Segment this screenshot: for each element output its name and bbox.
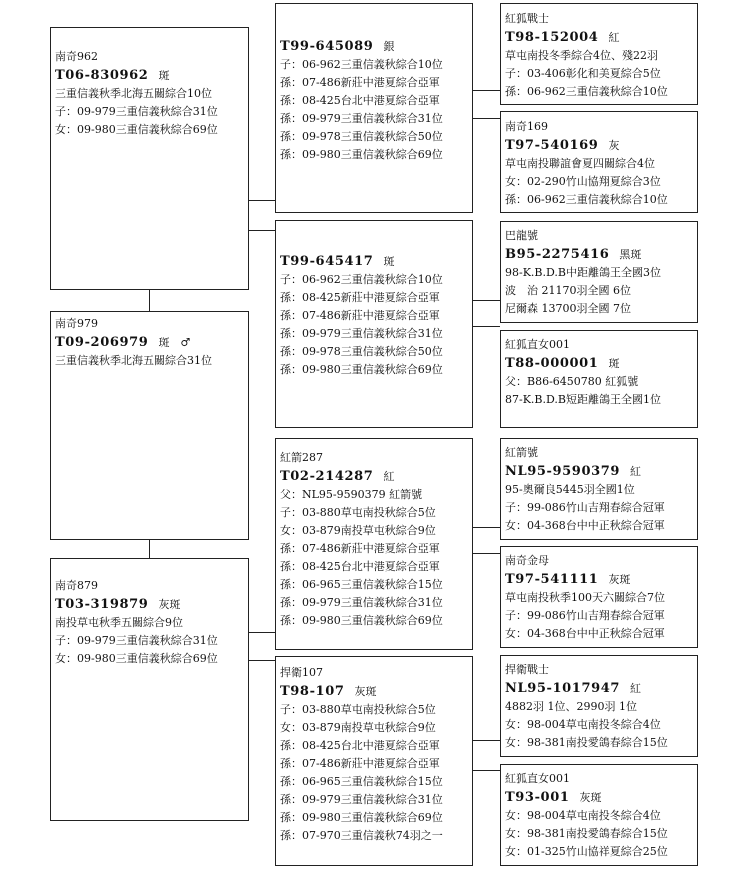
- record-row: 4882羽 1位、2990羽 1位: [505, 700, 637, 713]
- record-row: 南投草屯秋季五關綜合9位: [55, 616, 183, 629]
- connector-dd-h2: [472, 770, 500, 771]
- color-label: 紅: [608, 31, 620, 44]
- record-row: 孫：09-978三重信義秋綜合50位: [280, 130, 443, 143]
- connector-ds-h1: [472, 527, 500, 528]
- record-row: 女：09-980三重信義秋綜合69位: [55, 123, 218, 136]
- pedigree-box-subject: [50, 558, 249, 821]
- record-row: 女：04-368台中中正秋綜合冠軍: [505, 627, 665, 640]
- pigeon-name: 捍衛戰士: [505, 663, 549, 676]
- record-row: 女：01-325竹山協祥夏綜合25位: [505, 845, 668, 858]
- record-row: 95-奧爾良5445羽全國1位: [505, 483, 635, 496]
- record-row: 女：03-879南投草屯秋綜合9位: [280, 524, 436, 537]
- pedigree-box-sire-dam: [275, 220, 473, 428]
- pedigree-box-g2: [500, 111, 698, 213]
- ring-number: NL95-1017947 紅: [505, 681, 642, 696]
- record-row: 三重信義秋季北海五關綜合31位: [55, 354, 212, 367]
- connector-subject-h2: [248, 660, 275, 661]
- pigeon-name: 紅箭號: [505, 446, 538, 459]
- pigeon-name: 南奇金母: [505, 554, 549, 567]
- record-row: 子：09-979三重信義秋綜合31位: [55, 634, 218, 647]
- color-label: 灰斑: [579, 791, 602, 804]
- connector-sire-h: [248, 200, 275, 201]
- connector-subject-h: [248, 632, 275, 633]
- record-row: 子：99-086竹山吉翔春綜合冠軍: [505, 501, 665, 514]
- color-label: 紅: [630, 465, 642, 478]
- pedigree-box-sire: [50, 27, 249, 290]
- ring-number: T09-206979 斑 ♂: [55, 335, 191, 350]
- record-row: 孫：09-980三重信義秋綜合69位: [280, 148, 443, 161]
- record-row: 孫：09-980三重信義秋綜合69位: [280, 614, 443, 627]
- record-row: 女：98-381南投愛鴿春綜合15位: [505, 736, 668, 749]
- pedigree-box-g1: [500, 3, 698, 105]
- ring-number: T98-107 灰斑: [280, 684, 377, 699]
- record-row: 女：98-004草屯南投冬綜合4位: [505, 718, 661, 731]
- record-row: 孫：09-979三重信義秋綜合31位: [280, 112, 443, 125]
- pigeon-name: 南奇962: [55, 50, 98, 63]
- pedigree-box-dam-sire: [275, 438, 473, 650]
- record-row: 子：03-880草屯南投秋綜合5位: [280, 506, 436, 519]
- color-label: 銀: [383, 40, 395, 53]
- pedigree-box-sire-sire: [275, 3, 473, 213]
- color-label: 灰斑: [608, 573, 631, 586]
- ring-number: T06-830962 斑: [55, 68, 170, 83]
- color-label: 灰斑: [354, 685, 377, 698]
- ring-number: T02-214287 紅: [280, 469, 395, 484]
- ring-number: T97-540169 灰: [505, 138, 620, 153]
- record-row: 女：03-879南投草屯秋綜合9位: [280, 721, 436, 734]
- pigeon-name: 巴龍號: [505, 229, 538, 242]
- record-row: 草屯南投冬季綜合4位、殘22羽: [505, 49, 658, 62]
- record-row: 孫：07-486新莊中港夏綜合亞軍: [280, 76, 440, 89]
- pigeon-name: 紅狐直女001: [505, 772, 570, 785]
- pigeon-name: 南奇879: [55, 579, 98, 592]
- record-row: 草屯南投秋季100天六關綜合7位: [505, 591, 665, 604]
- record-row: 子：99-086竹山吉翔春綜合冠軍: [505, 609, 665, 622]
- color-label: 灰: [608, 139, 620, 152]
- record-row: 孫：07-486新莊中港夏綜合亞軍: [280, 309, 440, 322]
- record-row: 孫：06-965三重信義秋綜合15位: [280, 578, 443, 591]
- color-label: 黑斑: [619, 248, 642, 261]
- pigeon-name: 紅狐直女001: [505, 338, 570, 351]
- color-label: 紅: [383, 470, 395, 483]
- pedigree-box-g7: [500, 655, 698, 757]
- record-row: 孫：08-425台北中港夏綜合亞軍: [280, 560, 440, 573]
- record-row: 孫：08-425台北中港夏綜合亞軍: [280, 94, 440, 107]
- color-label: 斑: [158, 69, 170, 82]
- record-row: 孫：09-980三重信義秋綜合69位: [280, 363, 443, 376]
- connector-ss-h2: [472, 118, 500, 119]
- record-row: 尼爾森 13700羽全國 7位: [505, 302, 631, 315]
- ring-number: T98-152004 紅: [505, 30, 620, 45]
- pedigree-box-g3: [500, 221, 698, 323]
- record-row: 女：09-980三重信義秋綜合69位: [55, 652, 218, 665]
- record-row: 父：NL95-9590379 紅箭號: [280, 488, 423, 501]
- ring-number: T99-645089 銀: [280, 39, 395, 54]
- record-row: 草屯南投聯誼會夏四關綜合4位: [505, 157, 655, 170]
- record-row: 孫：09-979三重信義秋綜合31位: [280, 327, 443, 340]
- pedigree-box-g5: [500, 438, 698, 540]
- ring-number: T88-000001 斑: [505, 356, 620, 371]
- record-row: 孫：09-979三重信義秋綜合31位: [280, 596, 443, 609]
- ring-number: T97-541111 灰斑: [505, 572, 631, 587]
- color-label: 紅: [630, 682, 642, 695]
- record-row: 子：03-406彰化和美夏綜合5位: [505, 67, 661, 80]
- record-row: 女：02-290竹山協翔夏綜合3位: [505, 175, 661, 188]
- connector-ss-h1: [472, 90, 500, 91]
- connector-dam-subject: [149, 539, 150, 559]
- pedigree-box-g8: [500, 764, 698, 866]
- ring-number: T99-645417 斑: [280, 254, 395, 269]
- pigeon-name: 南奇169: [505, 120, 548, 133]
- record-row: 孫：06-962三重信義秋綜合10位: [505, 85, 668, 98]
- connector-ds-h2: [472, 553, 500, 554]
- record-row: 子：06-962三重信義秋綜合10位: [280, 273, 443, 286]
- record-row: 孫：06-965三重信義秋綜合15位: [280, 775, 443, 788]
- record-row: 子：09-979三重信義秋綜合31位: [55, 105, 218, 118]
- color-label: 灰斑: [158, 598, 181, 611]
- record-row: 三重信義秋季北海五關綜合10位: [55, 87, 212, 100]
- record-row: 孫：08-425新莊中港夏綜合亞軍: [280, 291, 440, 304]
- pigeon-name: 紅箭287: [280, 451, 323, 464]
- record-row: 波 治 21170羽全國 6位: [505, 284, 631, 297]
- record-row: 孫：07-970三重信義秋74羽之一: [280, 829, 443, 842]
- color-label: 斑 ♂: [158, 336, 191, 349]
- connector-dd-h1: [472, 740, 500, 741]
- record-row: 孫：08-425台北中港夏綜合亞軍: [280, 739, 440, 752]
- pigeon-name: 南奇979: [55, 317, 98, 330]
- record-row: 孫：07-486新莊中港夏綜合亞軍: [280, 757, 440, 770]
- ring-number: T93-001 灰斑: [505, 790, 602, 805]
- record-row: 子：03-880草屯南投秋綜合5位: [280, 703, 436, 716]
- ring-number: B95-2275416 黑斑: [505, 247, 642, 262]
- color-label: 斑: [383, 255, 395, 268]
- connector-sd-h2: [472, 326, 500, 327]
- connector-sire-h2: [248, 230, 275, 231]
- record-row: 女：98-381南投愛鴿春綜合15位: [505, 827, 668, 840]
- pigeon-name: 捍衛107: [280, 666, 323, 679]
- record-row: 98-K.B.D.B中距離鴿王全國3位: [505, 266, 662, 279]
- record-row: 孫：09-979三重信義秋綜合31位: [280, 793, 443, 806]
- record-row: 孫：09-980三重信義秋綜合69位: [280, 811, 443, 824]
- pedigree-box-g4: [500, 330, 698, 428]
- connector-sd-h1: [472, 300, 500, 301]
- color-label: 斑: [608, 357, 620, 370]
- record-row: 女：98-004草屯南投冬綜合4位: [505, 809, 661, 822]
- ring-number: NL95-9590379 紅: [505, 464, 642, 479]
- ring-number: T03-319879 灰斑: [55, 597, 181, 612]
- record-row: 女：04-368台中中正秋綜合冠軍: [505, 519, 665, 532]
- pigeon-name: 紅狐戰士: [505, 12, 549, 25]
- record-row: 子：06-962三重信義秋綜合10位: [280, 58, 443, 71]
- record-row: 87-K.B.D.B短距離鴿王全國1位: [505, 393, 662, 406]
- record-row: 孫：06-962三重信義秋綜合10位: [505, 193, 668, 206]
- pedigree-box-dam-dam: [275, 656, 473, 866]
- pedigree-box-g6: [500, 546, 698, 648]
- record-row: 孫：07-486新莊中港夏綜合亞軍: [280, 542, 440, 555]
- record-row: 孫：09-978三重信義秋綜合50位: [280, 345, 443, 358]
- pedigree-box-dam: [50, 311, 249, 540]
- connector-sire-dam: [149, 289, 150, 312]
- record-row: 父：B86-6450780 紅狐號: [505, 375, 639, 388]
